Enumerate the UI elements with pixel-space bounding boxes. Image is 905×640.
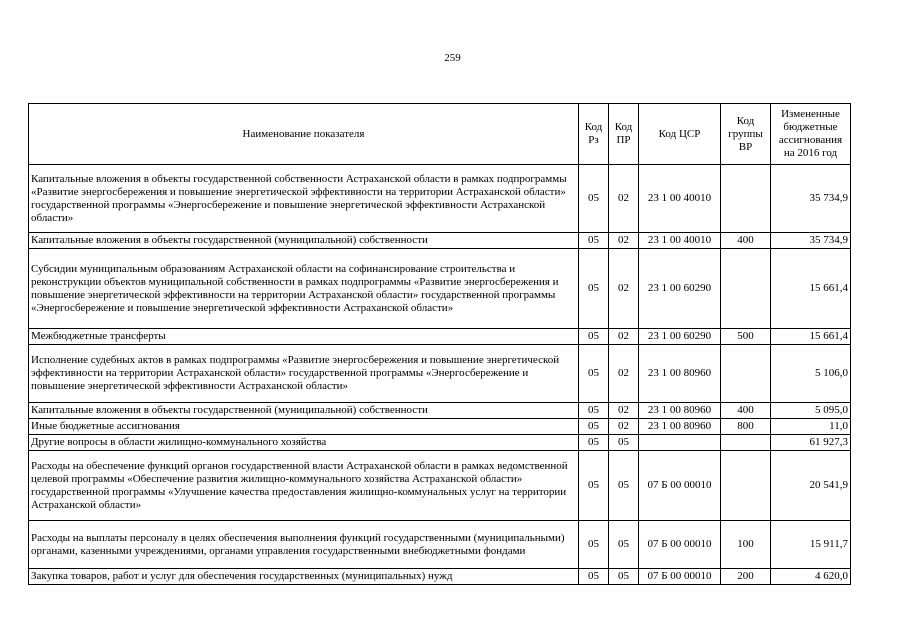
- row-csr: 23 1 00 60290: [639, 329, 721, 345]
- header-name: Наименование показателя: [29, 104, 579, 165]
- row-amount: 11,0: [771, 419, 851, 435]
- row-name: Расходы на обеспечение функций органов государственной власти Астраханской области в рамках ведомственной целевой программы «Обеспечение развития жилищно-коммунального хозяйства Астраханской области» государственной программы «Улучшение качества предоставления жилищно-коммунальных услуг на территории Астраханской области»: [29, 451, 579, 521]
- row-csr: 23 1 00 80960: [639, 419, 721, 435]
- row-name: Капитальные вложения в объекты государственной (муниципальной) собственности: [29, 403, 579, 419]
- row-pr: 05: [609, 435, 639, 451]
- row-csr: 07 Б 00 00010: [639, 451, 721, 521]
- table-row: [29, 569, 851, 585]
- row-csr: 23 1 00 60290: [639, 249, 721, 329]
- page-number: 259: [444, 52, 461, 64]
- table-row: [29, 403, 851, 419]
- table-row: [29, 521, 851, 569]
- row-amount: 20 541,9: [771, 451, 851, 521]
- row-rz: 05: [579, 165, 609, 233]
- table-row: [29, 249, 851, 329]
- header-amount: Измененные бюджетные ассигнования на 2016 год: [771, 104, 851, 165]
- table-row: [29, 165, 851, 233]
- header-pr: Код ПР: [609, 104, 639, 165]
- row-vr: 800: [721, 419, 771, 435]
- row-amount: 35 734,9: [771, 165, 851, 233]
- row-vr: 200: [721, 569, 771, 585]
- row-name: Капитальные вложения в объекты государственной собственности Астраханской области в рамках подпрограммы «Развитие энергосбережения и повышение энергетической эффективности на территории Астраханской области» государственной программы «Энергосбережение и повышение энергетической эффективности Астраханской области»: [29, 165, 579, 233]
- row-rz: 05: [579, 451, 609, 521]
- header-rz: Код Рз: [579, 104, 609, 165]
- table-row: [29, 233, 851, 249]
- row-rz: 05: [579, 233, 609, 249]
- row-rz: 05: [579, 435, 609, 451]
- row-amount: 5 106,0: [771, 345, 851, 403]
- header-vr: Код группы ВР: [721, 104, 771, 165]
- row-rz: 05: [579, 419, 609, 435]
- row-name: Исполнение судебных актов в рамках подпрограммы «Развитие энергосбережения и повышение энергетической эффективности на территории Астраханской области» государственной программы «Энергосбережение и повышение энергетической эффективности Астраханской области»: [29, 345, 579, 403]
- row-pr: 02: [609, 249, 639, 329]
- row-csr: 07 Б 00 00010: [639, 569, 721, 585]
- row-rz: 05: [579, 521, 609, 569]
- table-row: [29, 345, 851, 403]
- row-name: Другие вопросы в области жилищно-коммунального хозяйства: [29, 435, 579, 451]
- row-rz: 05: [579, 569, 609, 585]
- row-rz: 05: [579, 329, 609, 345]
- row-amount: 15 661,4: [771, 249, 851, 329]
- header-csr: Код ЦСР: [639, 104, 721, 165]
- row-amount: 4 620,0: [771, 569, 851, 585]
- row-rz: 05: [579, 345, 609, 403]
- row-name: Капитальные вложения в объекты государственной (муниципальной) собственности: [29, 233, 579, 249]
- row-pr: 05: [609, 521, 639, 569]
- row-amount: 35 734,9: [771, 233, 851, 249]
- row-vr: [721, 165, 771, 233]
- row-rz: 05: [579, 249, 609, 329]
- row-vr: 100: [721, 521, 771, 569]
- table-header-row: [29, 104, 851, 165]
- row-vr: [721, 249, 771, 329]
- row-amount: 61 927,3: [771, 435, 851, 451]
- row-pr: 02: [609, 329, 639, 345]
- row-csr: 23 1 00 40010: [639, 165, 721, 233]
- row-csr: 23 1 00 80960: [639, 403, 721, 419]
- row-name: Иные бюджетные ассигнования: [29, 419, 579, 435]
- row-vr: 500: [721, 329, 771, 345]
- table-row: [29, 419, 851, 435]
- row-pr: 02: [609, 403, 639, 419]
- row-vr: [721, 345, 771, 403]
- row-vr: 400: [721, 233, 771, 249]
- row-name: Субсидии муниципальным образованиям Астраханской области на софинансирование строительства и реконструкции объектов муниципальной собственности в рамках подпрограммы «Развитие энергосбережения и повышение энергетической эффективности на территории Астраханской области» государственной программы «Энергосбережение и повышение энергетической эффективности Астраханской области»: [29, 249, 579, 329]
- table-row: [29, 451, 851, 521]
- row-name: Межбюджетные трансферты: [29, 329, 579, 345]
- table-row: [29, 329, 851, 345]
- row-pr: 02: [609, 419, 639, 435]
- row-rz: 05: [579, 403, 609, 419]
- table-row: [29, 435, 851, 451]
- row-pr: 02: [609, 233, 639, 249]
- row-amount: 15 661,4: [771, 329, 851, 345]
- budget-table: [28, 103, 851, 585]
- row-pr: 02: [609, 165, 639, 233]
- row-csr: 07 Б 00 00010: [639, 521, 721, 569]
- row-vr: [721, 435, 771, 451]
- row-pr: 05: [609, 451, 639, 521]
- row-pr: 02: [609, 345, 639, 403]
- row-vr: [721, 451, 771, 521]
- row-pr: 05: [609, 569, 639, 585]
- row-csr: [639, 435, 721, 451]
- row-csr: 23 1 00 80960: [639, 345, 721, 403]
- row-vr: 400: [721, 403, 771, 419]
- row-name: Закупка товаров, работ и услуг для обеспечения государственных (муниципальных) нужд: [29, 569, 579, 585]
- row-amount: 15 911,7: [771, 521, 851, 569]
- row-amount: 5 095,0: [771, 403, 851, 419]
- row-csr: 23 1 00 40010: [639, 233, 721, 249]
- row-name: Расходы на выплаты персоналу в целях обеспечения выполнения функций государственными (муниципальными) органами, казенными учреждениями, органами управления государственными внебюджетными фондами: [29, 521, 579, 569]
